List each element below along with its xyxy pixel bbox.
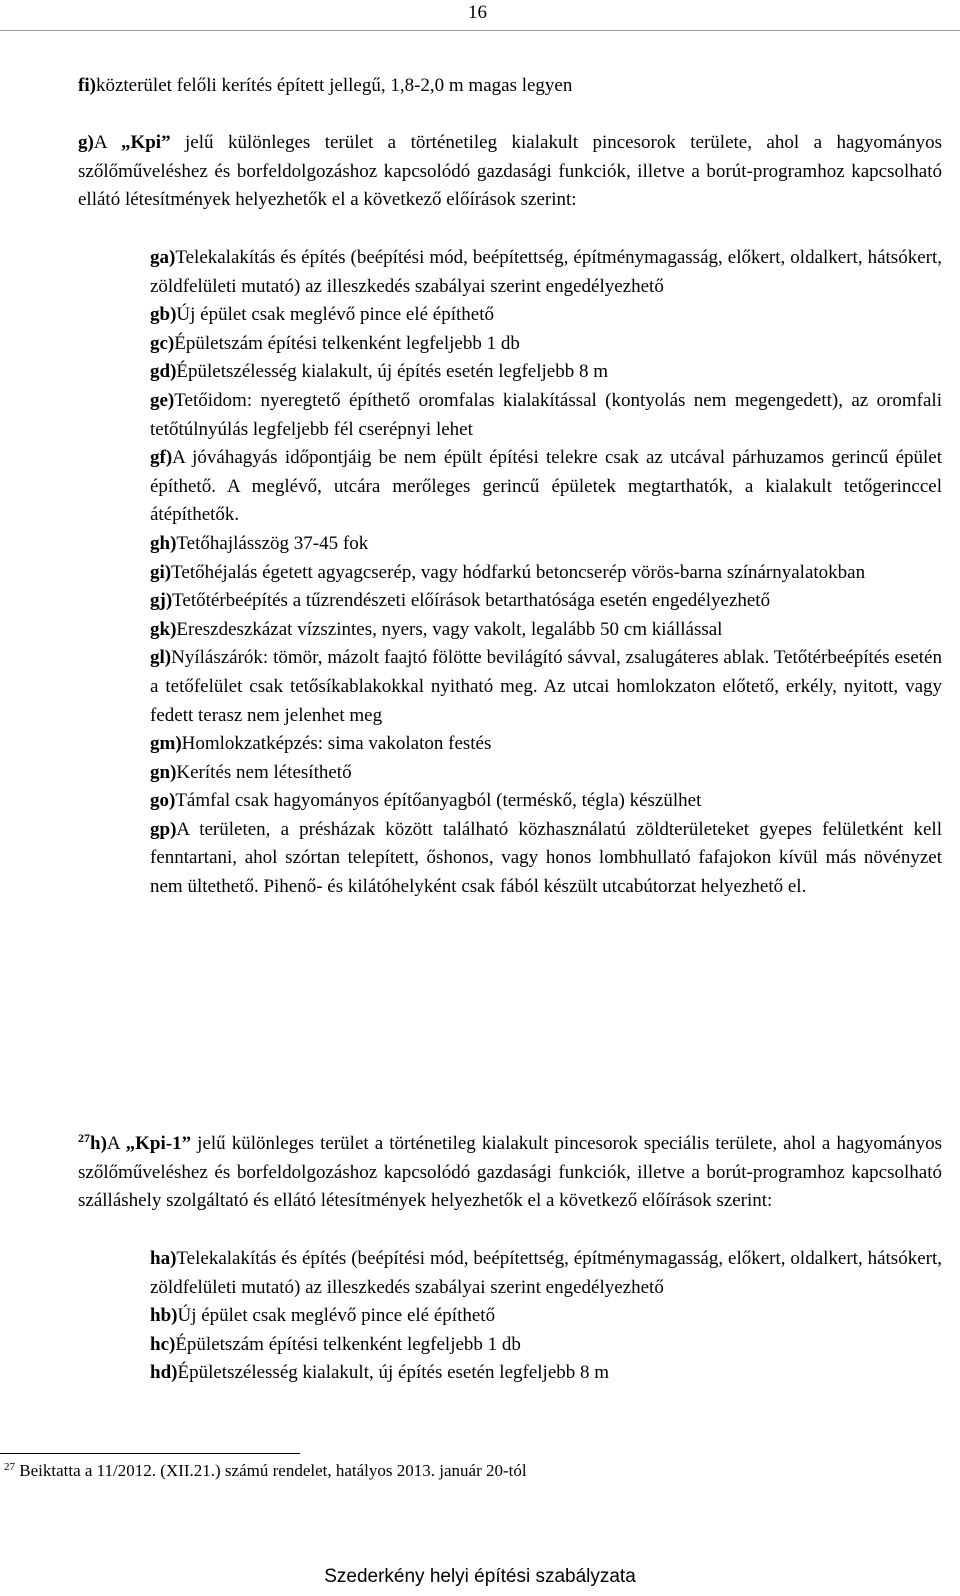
item-text: Telekalakítás és építés (beépítési mód, beépítettség, építménymagasság, előkert, oldalkert, hátsókert, zöldfelületi mutató) az illeszkedés szabályai szerint engedélyezhető — [150, 247, 942, 297]
item-letter: gp) — [150, 818, 177, 840]
zone-code: „Kpi” — [120, 132, 171, 153]
list-item-ha — [150, 1245, 942, 1302]
list-item-gi — [150, 559, 942, 588]
list-item-hc — [150, 1331, 942, 1360]
item-text: Új épület csak meglévő pince elé építhető — [176, 304, 495, 326]
item-text: A jóváhagyás időpontjáig be nem épült építési telekre csak az utcával párhuzamos gerincű épület építhető. A meglévő, utcára merőleges gerincű épületek megtarthatók, a kialakult tetőgerinccel átépíthetők. — [150, 447, 942, 526]
item-text: Támfal csak hagyományos építőanyagból (terméskő, tégla) készülhet — [175, 790, 702, 812]
page-number: 16 — [468, 2, 487, 23]
item-letter: ga) — [150, 247, 176, 268]
item-text: Nyílászárók: tömör, mázolt faajtó fölötte bevilágító sávval, zsalugáteres ablak. Tetőtérbeépítés esetén a tetőfelület csak tetősíkablakokkal nyitható meg. Az utcai homlokzaton előtető, erkély, nyitott, vagy fedett terasz nem jelenhet meg — [150, 647, 942, 726]
item-letter: gb) — [150, 304, 177, 326]
paragraph-fi — [78, 72, 942, 101]
paragraph-lead: A — [106, 1133, 126, 1154]
zone-code: „Kpi-1” — [125, 1133, 192, 1154]
item-text: Épületszám építési telkenként legfeljebb 1 db — [175, 1333, 521, 1355]
paragraph-lead: A — [93, 132, 121, 153]
item-letter: g) — [78, 132, 94, 153]
list-item-ga — [150, 244, 942, 301]
list-item-gm — [150, 730, 942, 759]
list-item-gb — [150, 301, 942, 330]
list-item-gh — [150, 530, 942, 559]
item-text: Homlokzatképzés: sima vakolaton festés — [181, 733, 492, 755]
list-h — [150, 1245, 942, 1388]
item-text: Tetőidom: nyeregtető építhető oromfalas kialakítással (kontyolás nem megengedett), az oromfali tetőtúlnyúlás legfeljebb fél cserépnyi lehet — [150, 389, 942, 440]
item-letter: gf) — [150, 447, 173, 469]
list-item-ge — [150, 387, 942, 444]
item-letter: gm) — [150, 733, 182, 755]
item-letter: gj) — [150, 590, 173, 612]
item-text: Tetőhéjalás égetett agyagcserép, vagy hódfarkú betoncserép vörös-barna színárnyalatokban — [171, 561, 866, 583]
paragraph-g — [78, 129, 942, 215]
item-letter: ge) — [150, 389, 175, 411]
item-text: A területen, a présházak között található közhasználatú zöldterületeket gyepes felületként kell fenntartani, ahol szórtan telepített, őshonos, vagy honos lombhullató fafajokon kívül más növényzet nem ültethető. Pihenő- és kilátóhelyként csak fából készült utcabútorzat helyezhető el. — [150, 818, 942, 898]
item-text: Épületszám építési telkenként legfeljebb 1 db — [174, 332, 520, 354]
list-item-gj — [150, 587, 942, 616]
list-item-gk — [150, 616, 942, 645]
page-footer: Szederkény helyi építési szabályzata — [324, 1566, 636, 1587]
item-letter: gd) — [150, 361, 177, 383]
paragraph-h — [78, 1130, 942, 1216]
item-text: Tetőtérbeépítés a tűzrendészeti előírások betarthatósága esetén engedélyezhető — [172, 590, 771, 612]
item-text: Tetőhajlásszög 37-45 fok — [176, 532, 369, 554]
item-letter: gi) — [150, 561, 172, 583]
list-item-gl — [150, 644, 942, 730]
footnote — [4, 1460, 527, 1482]
list-item-go — [150, 787, 942, 816]
list-g — [150, 244, 942, 902]
item-letter: go) — [150, 790, 176, 812]
item-letter: gh) — [150, 532, 177, 554]
list-item-hb — [150, 1302, 942, 1331]
item-letter: gn) — [150, 761, 177, 783]
item-text: Kerítés nem létesíthető — [176, 761, 352, 783]
item-letter: h) — [90, 1133, 107, 1154]
item-letter: hc) — [150, 1333, 176, 1355]
item-text: Új épület csak meglévő pince elé építhető — [177, 1305, 496, 1327]
list-item-gc — [150, 330, 942, 359]
item-letter: hd) — [150, 1362, 178, 1384]
list-item-gd — [150, 358, 942, 387]
list-item-gf — [150, 444, 942, 530]
item-text: Ereszdeszkázat vízszintes, nyers, vagy vakolt, legalább 50 cm kiállással — [176, 618, 723, 640]
item-letter: gc) — [150, 332, 175, 354]
item-letter: gk) — [150, 618, 177, 640]
footnote-text: Beiktatta a 11/2012. (XII.21.) számú rendelet, hatályos 2013. január 20-tól — [15, 1461, 527, 1480]
paragraph-text: jelű különleges terület a történetileg kialakult pincesorok területe, ahol a hagyományos szőlőműveléshez és borfeldolgozáshoz kapcsolódó gazdasági funkciók, illetve a borút-programhoz kapcsolható ellátó létesítmények helyezhetők el a következő előírások szerint: — [78, 132, 942, 211]
item-text: Telekalakítás és építés (beépítési mód, beépítettség, építménymagasság, előkert, oldalkert, hátsókert, zöldfelületi mutató) az illeszkedés szabályai szerint engedélyezhető — [150, 1248, 942, 1298]
footnote-number: 27 — [4, 1461, 15, 1473]
item-letter: ha) — [150, 1248, 177, 1269]
list-item-hd — [150, 1359, 942, 1388]
item-text: közterület felőli kerítés épített jellegű, 1,8-2,0 m magas legyen — [95, 75, 573, 96]
item-text: Épületszélesség kialakult, új építés esetén legfeljebb 8 m — [176, 361, 608, 383]
list-item-gp — [150, 816, 942, 902]
list-item-gn — [150, 759, 942, 788]
footnote-reference: 27 — [78, 1131, 90, 1145]
item-letter: gl) — [150, 647, 172, 669]
paragraph-text: jelű különleges terület a történetileg kialakult pincesorok speciális területe, ahol a hagyományos szőlőműveléshez és borfeldolgozáshoz kapcsolódó gazdasági funkciók, illetve a borút-programhoz kapcsolható szálláshely szolgáltató és ellátó létesítmények helyezhetők el a következő előírások szerint: — [78, 1133, 942, 1212]
header-rule — [0, 30, 960, 31]
footnote-rule — [0, 1453, 300, 1454]
item-letter: fi) — [78, 75, 96, 96]
item-letter: hb) — [150, 1305, 178, 1327]
item-text: Épületszélesség kialakult, új építés esetén legfeljebb 8 m — [177, 1362, 610, 1384]
